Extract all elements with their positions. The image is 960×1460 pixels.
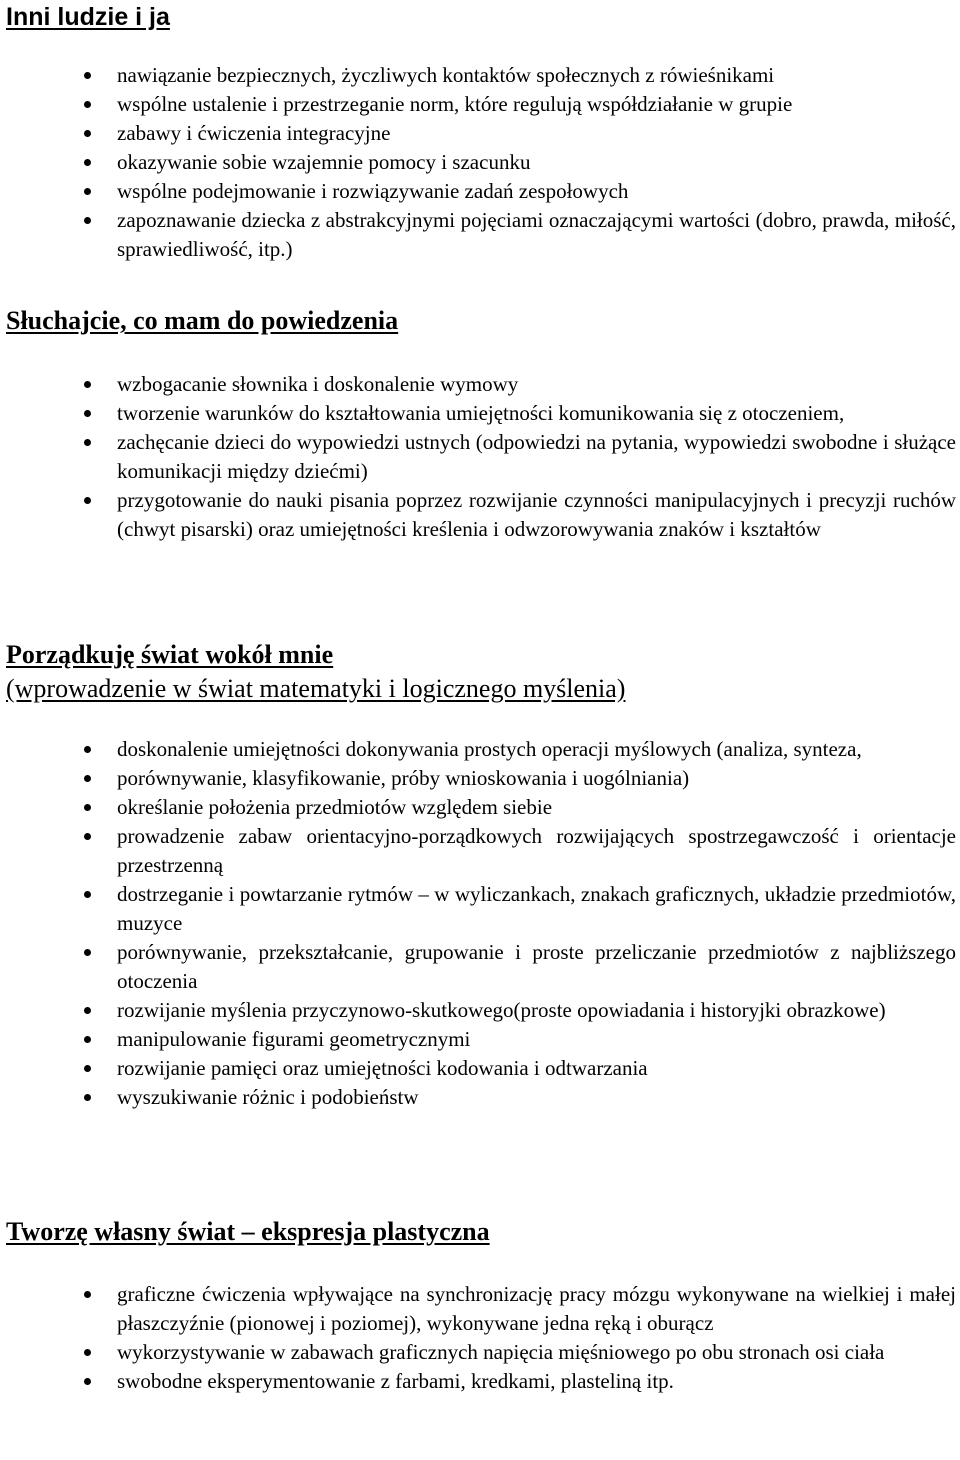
list-item: zachęcanie dzieci do wypowiedzi ustnych (odpowiedzi na pytania, wypowiedzi swobodne i służące komunikacji między dziećmi) xyxy=(0,428,960,486)
list-item: porównywanie, klasyfikowanie, próby wnioskowania i uogólniania) xyxy=(0,764,960,793)
list-item: wspólne podejmowanie i rozwiązywanie zadań zespołowych xyxy=(0,177,960,206)
list-item: zabawy i ćwiczenia integracyjne xyxy=(0,119,960,148)
list-item: wyszukiwanie różnic i podobieństw xyxy=(0,1083,960,1112)
section-title-tworze: Tworzę własny świat – ekspresja plastyczna xyxy=(6,1217,490,1246)
section-title-porzadkuje: Porządkuję świat wokół mnie xyxy=(6,640,334,669)
bullet-list-sluchajcie xyxy=(0,370,960,544)
list-item: dostrzeganie i powtarzanie rytmów – w wyliczankach, znakach graficznych, układzie przedmiotów, muzyce xyxy=(0,880,960,938)
section-title-sluchajcie: Słuchajcie, co mam do powiedzenia xyxy=(6,306,399,335)
list-item: doskonalenie umiejętności dokonywania prostych operacji myślowych (analiza, synteza, xyxy=(0,735,960,764)
bullet-list-porzadkuje xyxy=(0,735,960,1112)
list-item: określanie położenia przedmiotów względem siebie xyxy=(0,793,960,822)
section-title-inni-ludzie: Inni ludzie i ja xyxy=(6,3,170,31)
list-item: prowadzenie zabaw orientacyjno-porządkowych rozwijających spostrzegawczość i orientacje przestrzenną xyxy=(0,822,960,880)
list-item: wzbogacanie słownika i doskonalenie wymowy xyxy=(0,370,960,399)
list-item: graficzne ćwiczenia wpływające na synchronizację pracy mózgu wykonywane na wielkiej i małej płaszczyźnie (pionowej i poziomej), wykonywane jedna ręką i oburącz xyxy=(0,1280,960,1338)
list-item: przygotowanie do nauki pisania poprzez rozwijanie czynności manipulacyjnych i precyzji ruchów (chwyt pisarski) oraz umiejętności kreślenia i odwzorowywania znaków i kształtów xyxy=(0,486,960,544)
list-item: tworzenie warunków do kształtowania umiejętności komunikowania się z otoczeniem, xyxy=(0,399,960,428)
list-item: wspólne ustalenie i przestrzeganie norm, które regulują współdziałanie w grupie xyxy=(0,90,960,119)
list-item: porównywanie, przekształcanie, grupowanie i proste przeliczanie przedmiotów z najbliższego otoczenia xyxy=(0,938,960,996)
section-subtitle-porzadkuje: (wprowadzenie w świat matematyki i logicznego myślenia) xyxy=(6,674,626,703)
list-item: okazywanie sobie wzajemnie pomocy i szacunku xyxy=(0,148,960,177)
list-item: wykorzystywanie w zabawach graficznych napięcia mięśniowego po obu stronach osi ciała xyxy=(0,1338,960,1367)
list-item: nawiązanie bezpiecznych, życzliwych kontaktów społecznych z rówieśnikami xyxy=(0,61,960,90)
list-item: manipulowanie figurami geometrycznymi xyxy=(0,1025,960,1054)
list-item: rozwijanie myślenia przyczynowo-skutkowego(proste opowiadania i historyjki obrazkowe) xyxy=(0,996,960,1025)
bullet-list-inni-ludzie xyxy=(0,61,960,264)
list-item: swobodne eksperymentowanie z farbami, kredkami, plasteliną itp. xyxy=(0,1367,960,1396)
bullet-list-tworze xyxy=(0,1280,960,1396)
list-item: rozwijanie pamięci oraz umiejętności kodowania i odtwarzania xyxy=(0,1054,960,1083)
list-item: zapoznawanie dziecka z abstrakcyjnymi pojęciami oznaczającymi wartości (dobro, prawda, miłość, sprawiedliwość, itp.) xyxy=(0,206,960,264)
